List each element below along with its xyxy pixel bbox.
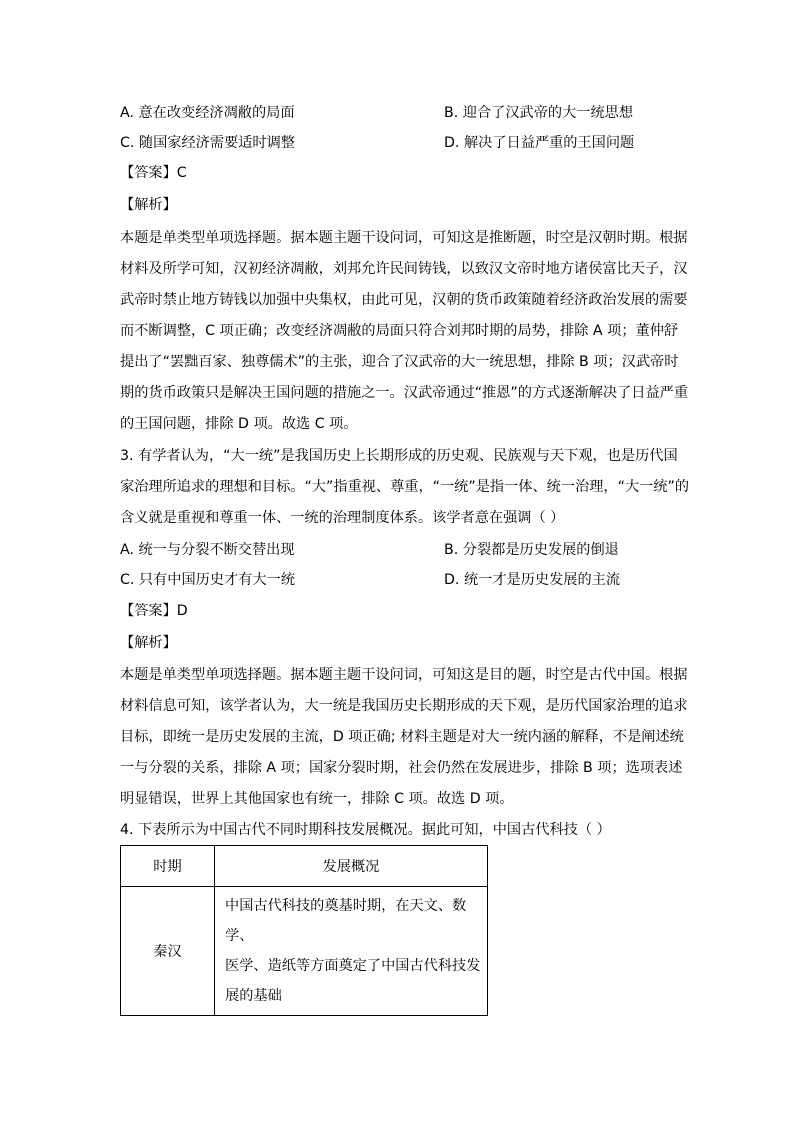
q2-option-d: D. 解决了日益严重的王国问题: [444, 135, 635, 151]
q2-option-b: B. 迎合了汉武帝的大一统思想: [444, 105, 634, 121]
q2-analysis-heading: 【解析】: [120, 197, 177, 213]
q2-analysis-line: 而不断调整，C 项正确；改变经济凋敝的局面只符合刘邦时期的局势，排除 A 项；董仲舒: [120, 323, 679, 339]
q3-analysis-line: 目标，即统一是历史发展的主流，D 项正确; 材料主题是对大一统内涵的解释，不是阐述统: [120, 729, 684, 745]
table-row: [121, 887, 488, 1016]
development-line: 展的基础: [225, 988, 282, 1004]
q3-option-b: B. 分裂都是历史发展的倒退: [444, 542, 619, 558]
q2-analysis-line: 材料及所学可知，汉初经济凋敝，刘邦允许民间铸钱，以致汉文帝时地方诸侯富比天子，汉: [120, 261, 688, 277]
development-line: 医学、造纸等方面奠定了中国古代科技发: [225, 958, 481, 974]
q3-analysis-line: 明显错误，世界上其他国家也有统一，排除 C 项。故选 D 项。: [120, 791, 514, 807]
q2-analysis-line: 的王国问题，排除 D 项。故选 C 项。: [120, 416, 358, 432]
q2-analysis-line: 本题是单类型单项选择题。据本题主题干设问词，可知这是推断题，时空是汉朝时期。根据: [120, 230, 688, 246]
q3-option-a: A. 统一与分裂不断交替出现: [120, 542, 295, 558]
q4-tech-table: [120, 845, 488, 1016]
q2-analysis-line: 提出了“罢黜百家、独尊儒术”的主张，迎合了汉武帝的大一统思想，排除 B 项；汉武帝时: [120, 354, 679, 370]
q3-analysis-line: 一与分裂的关系，排除 A 项；国家分裂时期，社会仍然在发展进步，排除 B 项；选项表述: [120, 760, 683, 776]
q3-analysis-line: 材料信息可知，该学者认为，大一统是我国历史长期形成的天下观，是历代国家治理的追求: [120, 698, 688, 714]
table-header-period: 时期: [121, 846, 215, 887]
table-cell-development: [215, 887, 488, 1016]
q3-option-d: D. 统一才是历史发展的主流: [444, 572, 621, 588]
q3-stem-line: 家治理所追求的理想和目标。“大”指重视、尊重，“一统”是指一体、统一治理，“大一统”的: [120, 479, 690, 495]
q2-option-c: C. 随国家经济需要适时调整: [120, 135, 295, 151]
development-line: 中国古代科技的奠基时期，在天文、数学、: [225, 898, 467, 944]
q2-option-a: A. 意在改变经济凋敝的局面: [120, 105, 295, 121]
q2-analysis-line: 期的货币政策只是解决王国问题的措施之一。汉武帝通过“推恩”的方式逐渐解决了日益严重: [120, 385, 689, 401]
q3-stem-line: 3. 有学者认为，“大一统”是我国历史上长期形成的历史观、民族观与天下观，也是历代国: [120, 448, 678, 464]
table-cell-period: 秦汉: [121, 887, 215, 1016]
q2-analysis-line: 武帝时禁止地方铸钱以加强中央集权，由此可见，汉朝的货币政策随着经济政治发展的需要: [120, 292, 688, 308]
q4-stem: 4. 下表所示为中国古代不同时期科技发展概况。据此可知，中国古代科技（ ）: [120, 822, 611, 838]
q2-answer: 【答案】C: [120, 165, 187, 181]
q3-stem-line: 含义就是重视和尊重一体、一统的治理制度体系。该学者意在强调（ ）: [120, 510, 565, 526]
q3-analysis-heading: 【解析】: [120, 635, 177, 651]
table-header-development: 发展概况: [215, 846, 488, 887]
q3-option-c: C. 只有中国历史才有大一统: [120, 572, 295, 588]
q3-answer: 【答案】D: [120, 603, 188, 619]
q3-analysis-line: 本题是单类型单项选择题。据本题主题干设问词，可知这是目的题，时空是古代中国。根据: [120, 667, 688, 683]
table-header-row: [121, 846, 488, 887]
